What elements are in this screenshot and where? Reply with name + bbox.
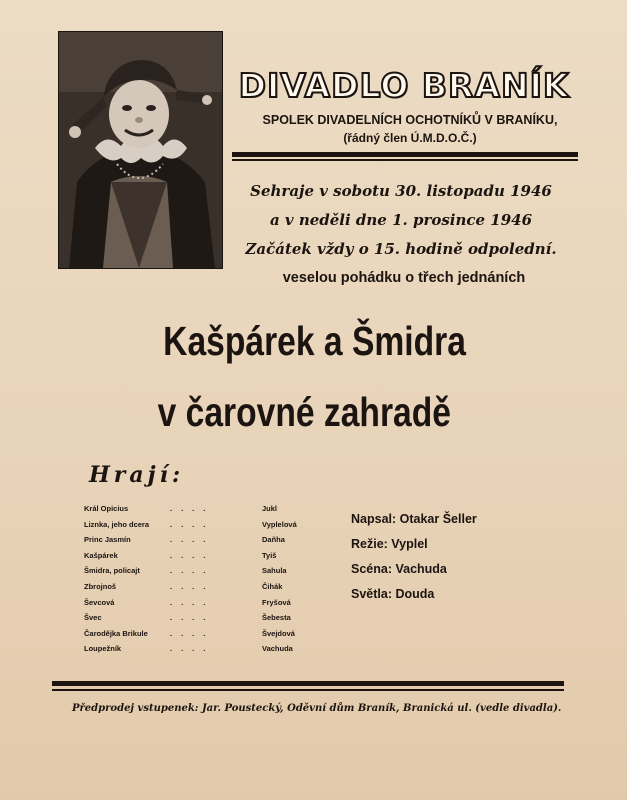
society-name: SPOLEK DIVADELNÍCH OCHOTNÍKŮ V BRANÍKU,: [262, 113, 558, 127]
cast-row: [84, 629, 324, 645]
cast-dots: ....: [170, 581, 215, 591]
presale-note: Předprodej vstupenek: Jar. Poustecký, Oděvní dům Braník, Branická ul. (vedle divadla).: [72, 703, 562, 714]
cast-role: Liznka, jeho dcera: [84, 519, 150, 529]
credit-lighting: Světla: Douda: [351, 587, 435, 601]
cast-role: Princ Jasmín: [84, 535, 131, 545]
footer-rule-thick: [52, 681, 564, 686]
credit-author: Napsal: Otakar Šeller: [351, 512, 477, 526]
cast-dots: ....: [170, 628, 215, 638]
play-subtitle: veselou pohádku o třech jednáních: [282, 270, 526, 286]
cast-role: Ševcová: [84, 597, 115, 607]
cast-dots: ....: [170, 550, 215, 560]
cast-actor: Švejdová: [262, 628, 295, 638]
cast-row: [84, 535, 324, 551]
credit-scenery: Scéna: Vachuda: [351, 562, 447, 576]
cast-role: Šmidra, policajt: [84, 566, 140, 576]
cast-row: [84, 520, 324, 536]
cast-actor: Tyiš: [262, 550, 277, 560]
cast-row: [84, 504, 324, 520]
cast-row: [84, 566, 324, 582]
play-title-line-1: Kašpárek a Šmidra: [163, 318, 466, 364]
cast-role: Loupežník: [84, 644, 122, 654]
cast-role: Čarodějka Brikule: [84, 628, 148, 638]
cast-row: [84, 582, 324, 598]
cast-actor: Čihák: [262, 581, 283, 591]
cast-dots: ....: [170, 504, 215, 513]
start-time-line: Začátek vždy o 15. hodině odpolední.: [245, 240, 557, 258]
cast-actor: Vachuda: [262, 644, 293, 654]
play-title-line-2: v čarovné zahradě: [157, 389, 451, 435]
cast-row: [84, 551, 324, 567]
cast-actor: Jukl: [262, 504, 278, 513]
credits-block: [351, 512, 477, 612]
cast-actor: Fryšová: [262, 597, 291, 607]
cast-actor: Sahula: [262, 566, 287, 576]
cast-list: [84, 504, 324, 660]
cast-dots: ....: [170, 597, 215, 607]
cast-actor: Vyplelová: [262, 519, 297, 529]
cast-actor: Daňha: [262, 535, 285, 545]
cast-row: [84, 613, 324, 629]
footer-rule-thin: [52, 689, 564, 691]
cast-dots: ....: [170, 613, 215, 623]
cast-role: Švec: [84, 613, 102, 623]
cast-row: [84, 598, 324, 614]
cast-heading: Hrají:: [89, 462, 185, 488]
cast-dots: ....: [170, 644, 215, 654]
cast-role: Kašpárek: [84, 550, 118, 560]
cast-actor: Šebesta: [262, 613, 291, 623]
cast-row: [84, 644, 324, 660]
header-rule-thin: [232, 159, 578, 161]
cast-dots: ....: [170, 535, 215, 545]
cast-role: Král Opicius: [84, 504, 129, 513]
cast-dots: ....: [170, 566, 215, 576]
theatre-title: DIVADLO BRANÍK: [238, 66, 570, 105]
cast-role: Zbrojnoš: [84, 581, 117, 591]
membership-note: (řádný člen Ú.M.D.O.Č.): [343, 131, 477, 145]
header-rule-thick: [232, 152, 578, 157]
credit-director: Režie: Vyplel: [351, 537, 428, 551]
cast-dots: ....: [170, 519, 215, 529]
date-line-2: a v neděli dne 1. prosince 1946: [269, 211, 533, 229]
date-line-1: Sehraje v sobotu 30. listopadu 1946: [250, 182, 552, 200]
clown-photo: [59, 32, 222, 268]
